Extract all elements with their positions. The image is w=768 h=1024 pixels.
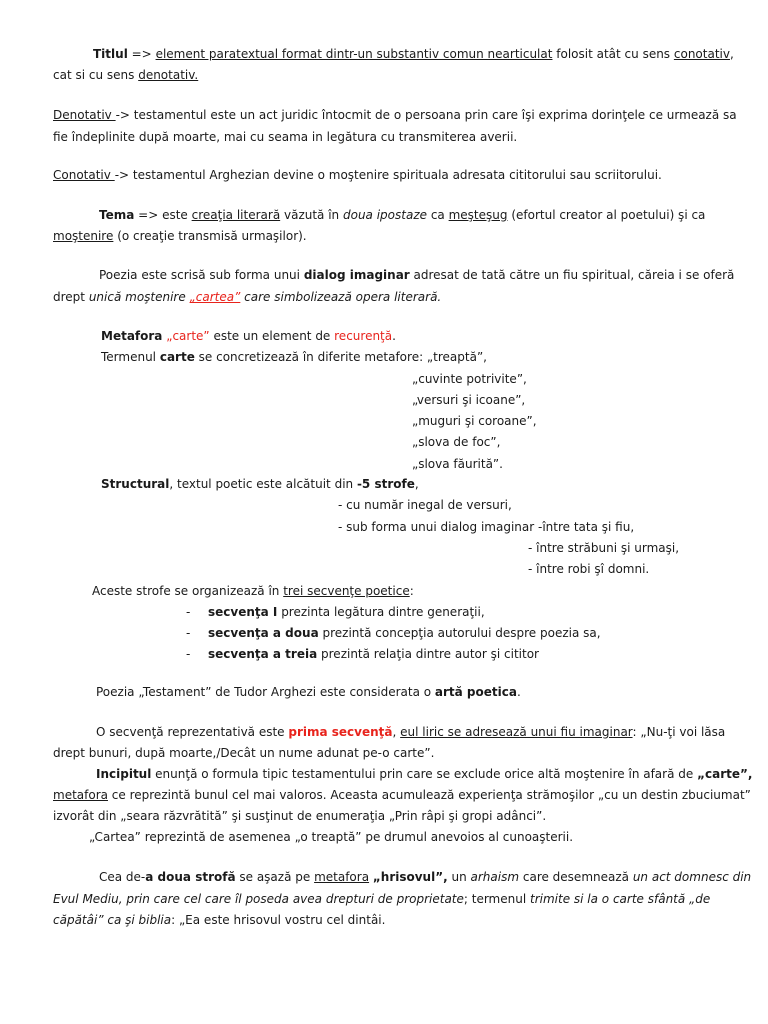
hrisov-line-1: Cea de-a doua strofă se aşază pe metafora „hrisovul”, un arhaism care desemnează un act domnesc din bbox=[99, 870, 752, 884]
term-conotativ-inline: conotativ bbox=[673, 47, 730, 61]
metafora-list-item: „versuri şi icoane”, bbox=[412, 393, 526, 407]
term-cartea: „cartea” bbox=[189, 290, 241, 304]
denotativ-line-2: fie îndeplinite după moarte, mai cu seama in legătura cu transmiterea averii. bbox=[53, 130, 518, 144]
structural-line: Structural, textul poetic este alcătuit din -5 strofe, bbox=[101, 477, 419, 491]
term-incipitul: Incipitul bbox=[96, 767, 152, 781]
metafora-line-1: Metafora „carte” este un element de recurenţă. bbox=[101, 329, 396, 343]
structural-detail: - sub forma unui dialog imaginar -între tata şi fiu, bbox=[338, 520, 635, 534]
metafora-list-item: „muguri şi coroane”, bbox=[412, 414, 537, 428]
metafora-list-item: „slova făurită”. bbox=[412, 457, 503, 471]
tema-line-2: moştenire (o creaţie transmisă urmaşilor). bbox=[53, 229, 307, 243]
secventa-item: - secvenţa a treia prezintă relaţia dintre autor şi cititor bbox=[186, 647, 539, 661]
secventa-repr-line-2: drept bunuri, după moarte,/Decât un nume adunat pe-o carte”. bbox=[53, 746, 435, 760]
incipit-line-4: „Cartea” reprezintă de asemenea „o treaptă” pe drumul anevoios al cunoaşterii. bbox=[89, 830, 574, 844]
term-conotativ: Conotativ bbox=[53, 168, 115, 182]
term-structural: Structural bbox=[101, 477, 170, 491]
conotativ-line: Conotativ -> testamentul Arghezian devine o moştenire spirituala adresata cititorului sau scriitorului. bbox=[53, 168, 662, 182]
hrisov-line-3: căpătâi” ca şi biblia: „Ea este hrisovul vostru cel dintâi. bbox=[53, 913, 386, 927]
metafora-list-item: „cuvinte potrivite”, bbox=[412, 372, 527, 386]
structural-subitem: - între robi şî domni. bbox=[528, 562, 650, 576]
hrisov-line-2: Evul Mediu, prin care cel care îl poseda avea drepturi de proprietate; termenul trimite si la o carte sfântă „de bbox=[53, 892, 711, 906]
term-denotativ: Denotativ bbox=[53, 108, 116, 122]
arta-poetica-line: Poezia „Testament” de Tudor Arghezi este considerata o artă poetica. bbox=[96, 685, 521, 699]
definition-text: element paratextual format dintr-un substantiv comun nearticulat bbox=[155, 47, 553, 61]
secventa-item: - secvenţa I prezinta legătura dintre generaţii, bbox=[186, 605, 485, 619]
metafora-line-2: Termenul carte se concretizează în diferite metafore: „treaptă”, bbox=[101, 350, 487, 364]
term-prima-secventa: prima secvenţă bbox=[288, 725, 393, 739]
incipit-line-3: izvorât din „seara răzvrătită” şi susţinut de enumeraţia „Prin râpi şi gropi adânci”. bbox=[53, 809, 547, 823]
secventa-repr-line-1: O secvenţă reprezentativă este prima secvenţă, eul liric se adresează unui fiu imaginar: „Nu-ţi voi lăsa bbox=[96, 725, 726, 739]
incipit-line-1: Incipitul enunţă o formula tipic testamentului prin care se exclude orice altă moştenire în afară de „carte”, bbox=[96, 767, 753, 781]
secventa-item: - secvenţa a doua prezintă concepţia autorului despre poezia sa, bbox=[186, 626, 601, 640]
term-metafora: Metafora bbox=[101, 329, 163, 343]
structural-detail: - cu număr inegal de versuri, bbox=[338, 498, 512, 512]
term-denotativ-inline: denotativ. bbox=[138, 68, 199, 82]
secvente-intro: Aceste strofe se organizează în trei secvenţe poetice: bbox=[92, 584, 414, 598]
incipit-line-2: metafora ce reprezintă bunul cel mai valoros. Aceasta acumulează experienţa strămoşilor „cu un destin zbuciumat” bbox=[53, 788, 751, 802]
tema-line-1: Tema => este creaţia literară văzută în doua ipostaze ca meşteşug (efortul creator al poetului) şi ca bbox=[99, 208, 706, 222]
denotativ-line-1: Denotativ -> testamentul este un act juridic întocmit de o persoana prin care îşi exprima dorinţele ce urmează sa bbox=[53, 108, 737, 122]
dialog-line-1: Poezia este scrisă sub forma unui dialog imaginar adresat de tată către un fiu spiritual, căreia i se oferă bbox=[99, 268, 735, 282]
term-titlul: Titlul bbox=[93, 47, 128, 61]
structural-subitem: - între străbuni şi urmaşi, bbox=[528, 541, 680, 555]
title-paragraph-line-1: Titlul => element paratextual format dintr-un substantiv comun nearticulat folosit atât cu sens conotativ, bbox=[93, 47, 734, 61]
term-hrisovul: „hrisovul”, bbox=[372, 870, 448, 884]
dialog-line-2: drept unică moştenire „cartea” care simbolizează opera literară. bbox=[53, 290, 442, 304]
title-paragraph-line-2: cat si cu sens denotativ. bbox=[53, 68, 199, 82]
metafora-list-item: „slova de foc”, bbox=[412, 435, 501, 449]
term-tema: Tema bbox=[99, 208, 135, 222]
